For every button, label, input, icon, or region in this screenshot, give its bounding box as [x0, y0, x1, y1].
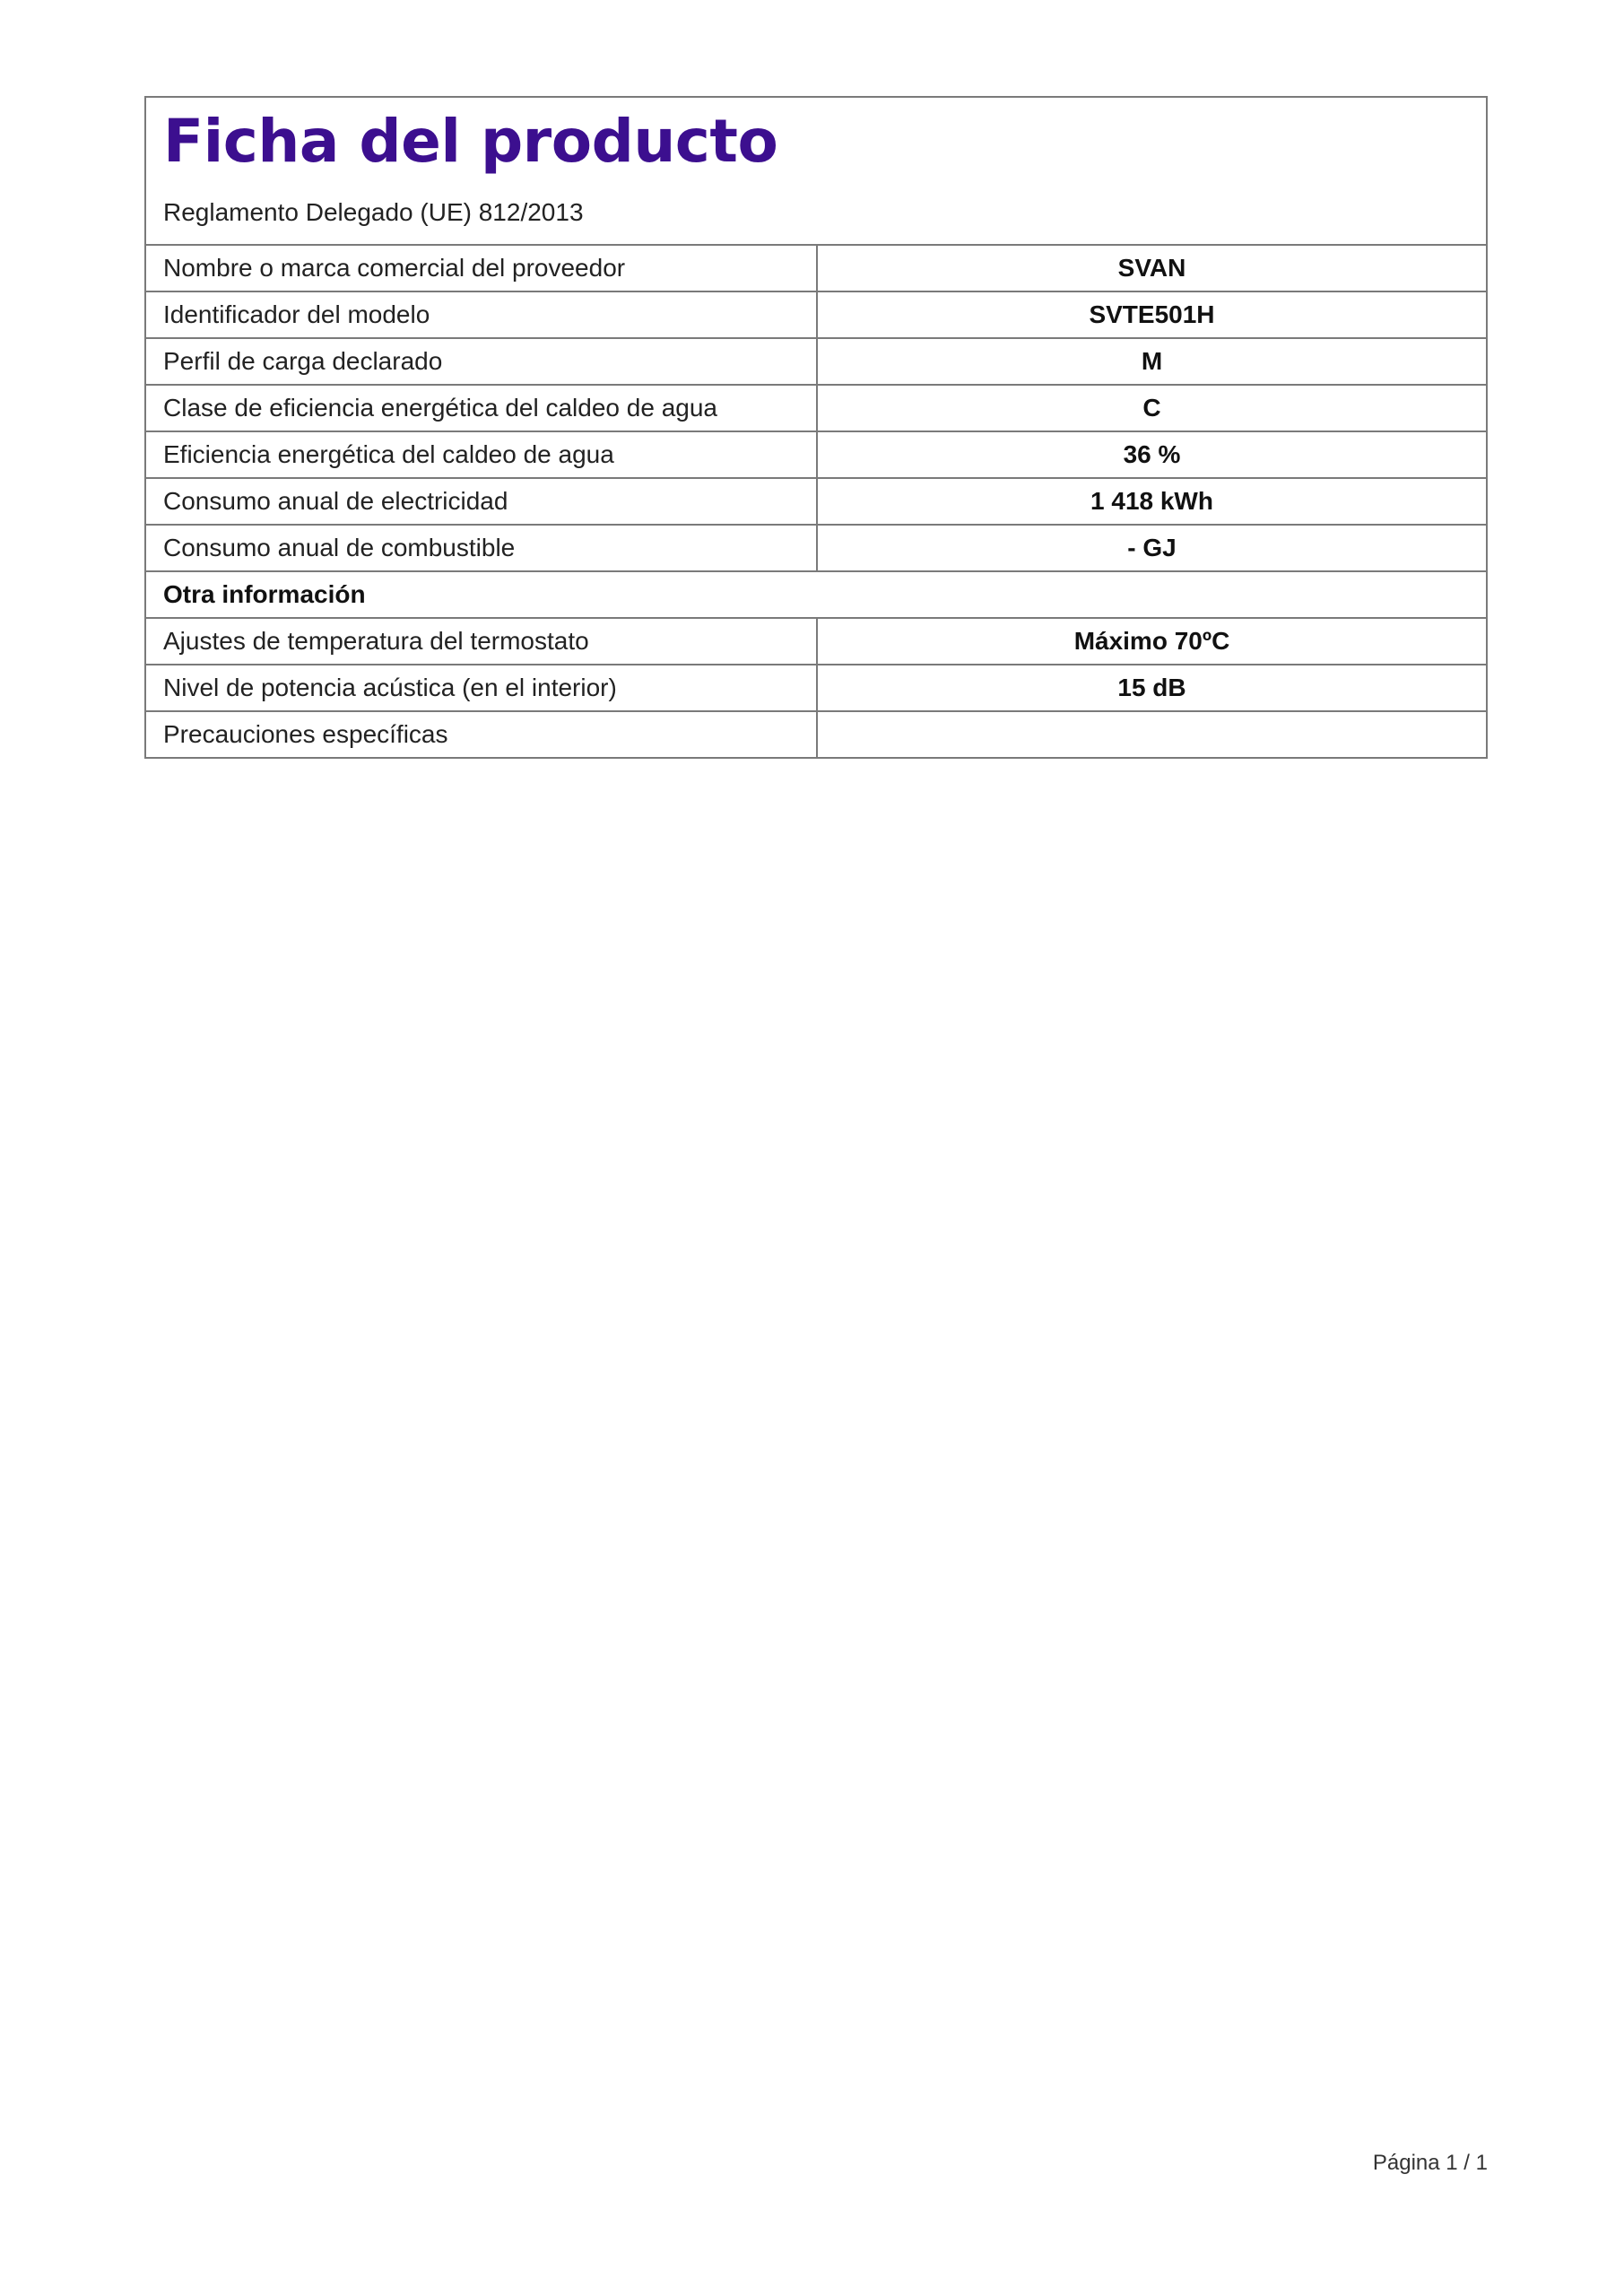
- row-value-load-profile: M: [817, 338, 1486, 385]
- table-row: [146, 385, 1486, 431]
- row-label-efficiency: Eficiencia energética del caldeo de agua: [146, 431, 817, 478]
- row-value-electricity: 1 418 kWh: [817, 478, 1486, 525]
- row-label-fuel: Consumo anual de combustible: [146, 525, 817, 571]
- row-value-model: SVTE501H: [817, 291, 1486, 338]
- row-value-thermostat: Máximo 70ºC: [817, 618, 1486, 665]
- row-value-fuel: - GJ: [817, 525, 1486, 571]
- page-title: Ficha del producto: [163, 107, 778, 176]
- table-row: [146, 525, 1486, 571]
- sheet-header: [146, 98, 1486, 246]
- row-label-sound-power: Nivel de potencia acústica (en el interior): [146, 665, 817, 711]
- product-sheet: [144, 96, 1488, 759]
- row-value-supplier: SVAN: [1117, 254, 1186, 283]
- table-row: [146, 291, 1486, 338]
- row-value-precautions: [817, 711, 1486, 757]
- table-row: [146, 665, 1486, 711]
- table-row: [146, 711, 1486, 757]
- row-label-load-profile: Perfil de carga declarado: [146, 338, 817, 385]
- section-row: [146, 571, 1486, 618]
- table-row: [146, 338, 1486, 385]
- row-label-model: Identificador del modelo: [146, 291, 817, 338]
- row-value-efficiency: 36 %: [817, 431, 1486, 478]
- row-label-thermostat: Ajustes de temperatura del termostato: [146, 618, 817, 665]
- table-row: [146, 246, 1486, 291]
- row-label-efficiency-class: Clase de eficiencia energética del caldeo de agua: [146, 385, 817, 431]
- table-row: [146, 618, 1486, 665]
- row-label-electricity: Consumo anual de electricidad: [146, 478, 817, 525]
- spec-table: [146, 246, 1486, 757]
- row-label-precautions: Precauciones específicas: [146, 711, 817, 757]
- regulation-subtitle: Reglamento Delegado (UE) 812/2013: [163, 198, 584, 226]
- other-info-heading: Otra información: [146, 571, 1486, 618]
- row-label-supplier: Nombre o marca comercial del proveedor: [146, 246, 817, 291]
- table-row: [146, 431, 1486, 478]
- row-value-efficiency-class: C: [817, 385, 1486, 431]
- row-value-sound-power: 15 dB: [817, 665, 1486, 711]
- page-number: Página 1 / 1: [1372, 2151, 1488, 2175]
- table-row: [146, 478, 1486, 525]
